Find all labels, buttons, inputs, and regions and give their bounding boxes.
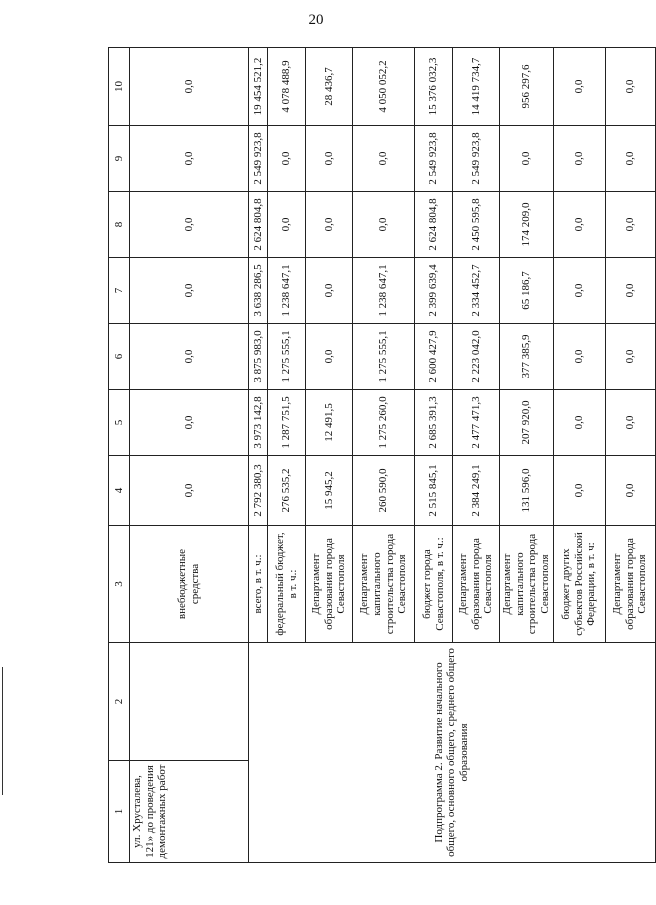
row-label: Департамент капитального строительства города Севастополя	[500, 526, 554, 643]
value-cell: 0,0	[605, 324, 655, 390]
margin-mark	[2, 667, 3, 795]
value-cell: 12 491,5	[306, 390, 353, 456]
col-number-6: 6	[109, 324, 130, 390]
budget-table	[108, 47, 656, 863]
value-cell: 0,0	[553, 126, 605, 192]
col-number-10: 10	[109, 48, 130, 126]
col-number-9: 9	[109, 126, 130, 192]
value-cell: 2 384 249,1	[453, 456, 500, 526]
value-cell: 3 638 286,5	[249, 258, 268, 324]
value-cell: 0,0	[553, 48, 605, 126]
value-cell: 260 590,0	[353, 456, 415, 526]
value-cell: 0,0	[605, 258, 655, 324]
row-label: Департамент образования города Севастополя	[453, 526, 500, 643]
value-cell: 0,0	[268, 126, 306, 192]
value-cell: 0,0	[353, 126, 415, 192]
value-cell: 0,0	[130, 192, 249, 258]
value-cell: 2 223 042,0	[453, 324, 500, 390]
value-cell: 1 238 647,1	[353, 258, 415, 324]
value-cell: 0,0	[130, 456, 249, 526]
subprogram-title: Подпрограмма 2. Развитие начального общего, основного общего, среднего общего образования	[249, 643, 656, 863]
value-cell: 0,0	[553, 258, 605, 324]
value-cell: 19 454 521,2	[249, 48, 268, 126]
value-cell: 0,0	[268, 192, 306, 258]
value-cell: 0,0	[306, 258, 353, 324]
value-cell: 131 596,0	[500, 456, 554, 526]
value-cell: 2 549 923,8	[249, 126, 268, 192]
value-cell: 2 600 427,9	[415, 324, 453, 390]
header-row	[109, 48, 130, 863]
value-cell: 276 535,2	[268, 456, 306, 526]
budget-row	[249, 48, 268, 863]
col-number-8: 8	[109, 192, 130, 258]
row-label: бюджет города Севастополя, в т. ч.:	[415, 526, 453, 643]
value-cell: 0,0	[553, 192, 605, 258]
value-cell: 174 209,0	[500, 192, 554, 258]
value-cell: 2 450 595,8	[453, 192, 500, 258]
col-number-7: 7	[109, 258, 130, 324]
col-number-5: 5	[109, 390, 130, 456]
col-number-4: 4	[109, 456, 130, 526]
value-cell: 0,0	[605, 390, 655, 456]
value-cell: 2 515 845,1	[415, 456, 453, 526]
col-number-2: 2	[109, 643, 130, 761]
col-number-1: 1	[109, 761, 130, 863]
value-cell: 0,0	[553, 456, 605, 526]
value-cell: 2 549 923,8	[415, 126, 453, 192]
value-cell: 2 477 471,3	[453, 390, 500, 456]
value-cell: 2 624 804,8	[249, 192, 268, 258]
row-label: Департамент образования города Севастополя	[306, 526, 353, 643]
value-cell: 2 399 639,4	[415, 258, 453, 324]
row-label: всего, в т. ч.:	[249, 526, 268, 643]
value-cell: 0,0	[605, 126, 655, 192]
value-cell: 28 436,7	[306, 48, 353, 126]
value-cell: 0,0	[130, 324, 249, 390]
value-cell: 207 920,0	[500, 390, 554, 456]
col-number-3: 3	[109, 526, 130, 643]
rotated-table-container	[108, 48, 649, 863]
offbudget-row	[130, 48, 249, 863]
value-cell: 0,0	[553, 390, 605, 456]
value-cell: 0,0	[500, 126, 554, 192]
value-cell: 1 287 751,5	[268, 390, 306, 456]
value-cell: 0,0	[306, 126, 353, 192]
value-cell: 0,0	[306, 192, 353, 258]
row-label: Департамент образования города Севастополя	[605, 526, 655, 643]
rotated-table	[108, 48, 649, 863]
value-cell: 0,0	[605, 456, 655, 526]
value-cell: 0,0	[553, 324, 605, 390]
value-cell: 4 078 488,9	[268, 48, 306, 126]
value-cell: 2 549 923,8	[453, 126, 500, 192]
value-cell: 1 275 555,1	[353, 324, 415, 390]
value-cell: 0,0	[130, 126, 249, 192]
value-cell: 2 334 452,7	[453, 258, 500, 324]
item-address-cell: ул. Хрусталева, 121» до проведения демонтажных работ	[130, 761, 249, 863]
value-cell: 2 685 391,3	[415, 390, 453, 456]
value-cell: 0,0	[130, 390, 249, 456]
value-cell: 377 385,9	[500, 324, 554, 390]
value-cell: 0,0	[353, 192, 415, 258]
value-cell: 0,0	[130, 48, 249, 126]
value-cell: 0,0	[605, 48, 655, 126]
row-label: Департамент капитального строительства города Севастополя	[353, 526, 415, 643]
value-cell: 0,0	[605, 192, 655, 258]
empty-cell	[130, 643, 249, 761]
value-cell: 15 376 032,3	[415, 48, 453, 126]
value-cell: 2 792 380,3	[249, 456, 268, 526]
value-cell: 2 624 804,8	[415, 192, 453, 258]
value-cell: 956 297,6	[500, 48, 554, 126]
value-cell: 4 050 052,2	[353, 48, 415, 126]
value-cell: 1 275 260,0	[353, 390, 415, 456]
value-cell: 3 973 142,8	[249, 390, 268, 456]
value-cell: 3 875 983,0	[249, 324, 268, 390]
value-cell: 65 186,7	[500, 258, 554, 324]
value-cell: 1 238 647,1	[268, 258, 306, 324]
value-cell: 0,0	[130, 258, 249, 324]
row-label: бюджет других субъектов Российской Федерации, в т. ч:	[553, 526, 605, 643]
value-cell: 1 275 555,1	[268, 324, 306, 390]
offbudget-label: внебюджетные средства	[130, 526, 249, 643]
value-cell: 15 945,2	[306, 456, 353, 526]
page-number: 20	[308, 12, 324, 28]
row-label: федеральный бюджет, в т. ч.:	[268, 526, 306, 643]
value-cell: 14 419 734,7	[453, 48, 500, 126]
value-cell: 0,0	[306, 324, 353, 390]
